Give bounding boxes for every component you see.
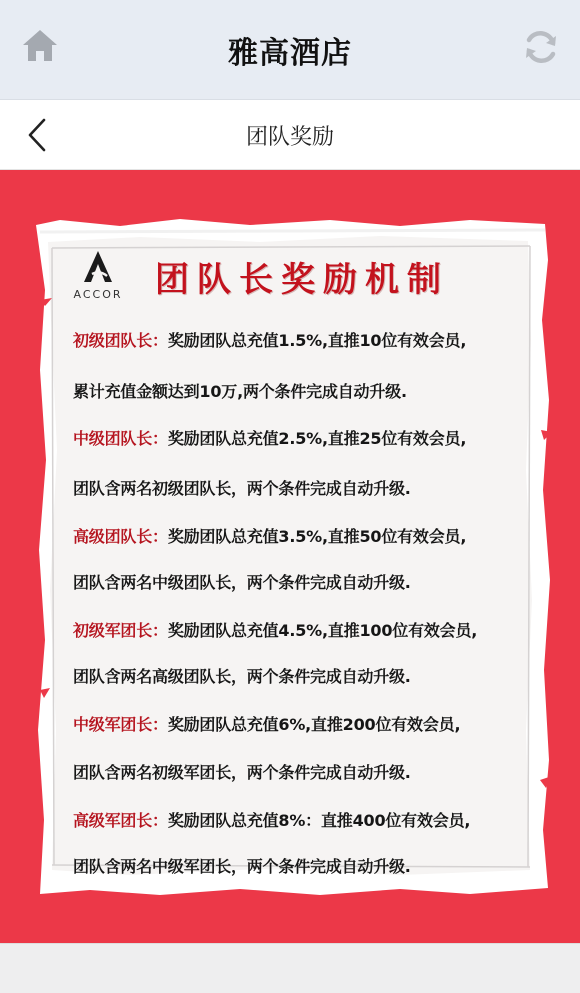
rule-line — [73, 618, 518, 641]
rule-line — [73, 760, 518, 783]
tier-label: 初级团队长： — [73, 331, 168, 350]
rule-line — [73, 808, 518, 831]
rule-line — [73, 712, 518, 735]
rule-line — [73, 328, 518, 351]
rule-text: 奖励团队总充值6%,直推200位有效会员, — [167, 715, 461, 734]
app-header — [0, 0, 580, 100]
rule-text: 团队含两名高级团队长，两个条件完成自动升级. — [73, 667, 411, 686]
rule-text: 奖励团队总充值2.5%,直推25位有效会员, — [167, 429, 467, 448]
rule-line — [73, 379, 518, 402]
rule-line — [73, 426, 518, 449]
rule-line — [73, 570, 518, 593]
poster-sheet — [55, 240, 515, 885]
rule-line — [73, 524, 518, 547]
app-title: 雅高酒店 — [228, 36, 352, 71]
rule-text: 累计充值金额达到10万,两个条件完成自动升级. — [73, 382, 407, 401]
rule-text: 团队含两名初级军团长，两个条件完成自动升级. — [73, 763, 411, 782]
rule-text: 奖励团队总充值8%：直推400位有效会员, — [167, 811, 471, 830]
tier-label: 中级军团长： — [73, 715, 168, 734]
tier-label: 中级团队长： — [73, 429, 168, 448]
rule-line — [73, 854, 518, 877]
refresh-button[interactable] — [520, 26, 562, 68]
rule-line — [73, 476, 518, 499]
accor-logo — [65, 250, 131, 312]
rule-text: 奖励团队总充值1.5%,直推10位有效会员, — [167, 331, 467, 350]
rule-text: 团队含两名中级军团长，两个条件完成自动升级. — [73, 857, 411, 876]
rule-text: 奖励团队总充值4.5%,直推100位有效会员, — [167, 621, 478, 640]
rule-line — [73, 664, 518, 687]
tier-label: 高级团队长： — [73, 527, 168, 546]
refresh-icon — [520, 26, 562, 68]
rule-text: 团队含两名初级团队长，两个条件完成自动升级. — [73, 479, 411, 498]
logo-text: ACCOR — [73, 288, 123, 301]
bottom-area — [0, 943, 580, 993]
tier-label: 高级军团长： — [73, 811, 168, 830]
reward-poster — [0, 170, 580, 943]
poster-heading: 团队长奖励机制 — [155, 260, 449, 300]
rule-text: 奖励团队总充值3.5%,直推50位有效会员, — [167, 527, 467, 546]
page-title: 团队奖励 — [245, 125, 334, 150]
accor-logo-icon — [81, 250, 115, 284]
tier-label: 初级军团长： — [73, 621, 168, 640]
page-nav-bar — [0, 100, 580, 170]
rule-text: 团队含两名中级团队长，两个条件完成自动升级. — [73, 573, 411, 592]
